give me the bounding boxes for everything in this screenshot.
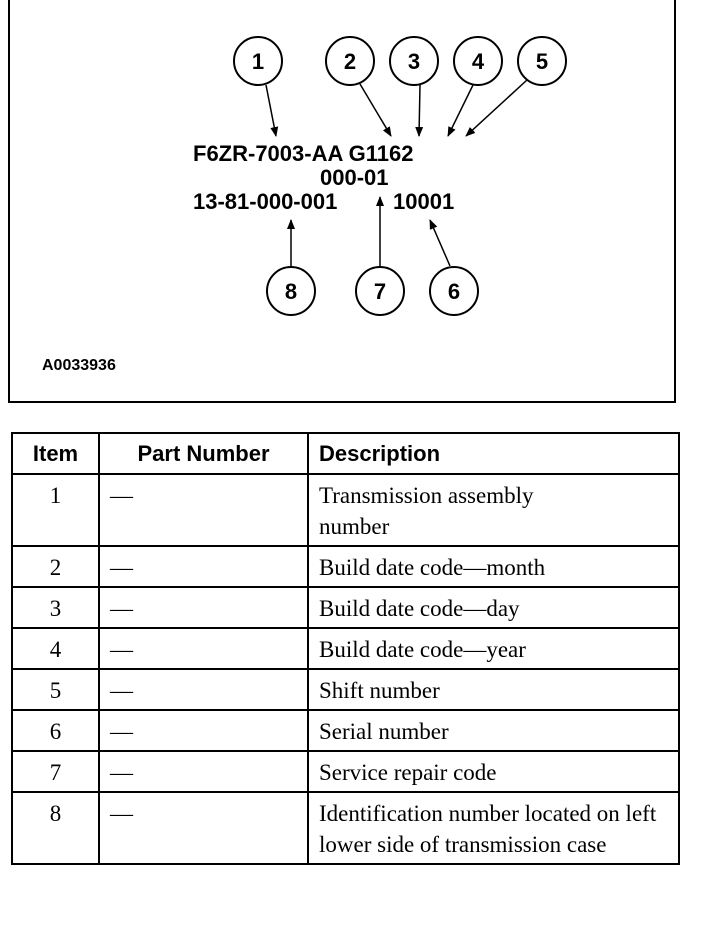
row-part-number: — xyxy=(99,474,308,546)
row-item: 8 xyxy=(12,792,99,864)
code-line-serial: 10001 xyxy=(393,189,455,214)
row-item: 7 xyxy=(12,751,99,792)
header-part-number: Part Number xyxy=(99,433,308,474)
callout-6-label: 6 xyxy=(447,279,461,304)
leader-arrow-6 xyxy=(430,220,450,266)
row-part-number: — xyxy=(99,751,308,792)
code-line-identification: 13-81-000-001 xyxy=(193,189,338,214)
row-description: Identification number located on left lower side of transmission case xyxy=(308,792,679,864)
table-header-row xyxy=(12,433,679,474)
callout-1 xyxy=(234,37,282,85)
table-row xyxy=(12,669,679,710)
row-description: Build date code—day xyxy=(308,587,679,628)
row-part-number: — xyxy=(99,710,308,751)
table-row xyxy=(12,474,679,546)
callout-7-label: 7 xyxy=(373,279,387,304)
leader-arrow-4 xyxy=(448,85,473,136)
row-part-number: — xyxy=(99,628,308,669)
figure-id: A0033936 xyxy=(42,357,116,374)
row-part-number: — xyxy=(99,587,308,628)
callout-4 xyxy=(454,37,502,85)
row-part-number: — xyxy=(99,546,308,587)
code-line-shift: 000-01 xyxy=(320,165,389,190)
table-row xyxy=(12,628,679,669)
table-row xyxy=(12,792,679,864)
callout-6 xyxy=(430,267,478,315)
callout-4-label: 4 xyxy=(471,49,485,74)
callout-7 xyxy=(356,267,404,315)
row-description: Build date code—year xyxy=(308,628,679,669)
callout-2-label: 2 xyxy=(343,49,357,74)
row-description: Build date code—month xyxy=(308,546,679,587)
row-item: 5 xyxy=(12,669,99,710)
row-item: 3 xyxy=(12,587,99,628)
row-item: 6 xyxy=(12,710,99,751)
table-row xyxy=(12,710,679,751)
row-description: Service repair code xyxy=(308,751,679,792)
callout-3-label: 3 xyxy=(407,49,421,74)
table-row xyxy=(12,546,679,587)
row-description: Serial number xyxy=(308,710,679,751)
row-item: 2 xyxy=(12,546,99,587)
table-row xyxy=(12,587,679,628)
leader-arrow-2 xyxy=(360,84,391,136)
parts-table xyxy=(11,432,680,865)
header-description: Description xyxy=(308,433,679,474)
row-description: Shift number xyxy=(308,669,679,710)
row-item: 1 xyxy=(12,474,99,546)
row-description: Transmission assembly number xyxy=(308,474,679,546)
leader-arrow-1 xyxy=(266,85,276,136)
leader-arrow-5 xyxy=(466,80,527,136)
row-part-number: — xyxy=(99,792,308,864)
callout-1-label: 1 xyxy=(251,49,265,74)
callout-diagram xyxy=(10,0,678,405)
header-item: Item xyxy=(12,433,99,474)
figure-illustration xyxy=(8,0,676,403)
code-line-part-and-date: F6ZR-7003-AA G1162 xyxy=(193,141,414,166)
callout-3 xyxy=(390,37,438,85)
row-item: 4 xyxy=(12,628,99,669)
callout-2 xyxy=(326,37,374,85)
table-row xyxy=(12,751,679,792)
callout-5-label: 5 xyxy=(535,49,549,74)
row-part-number: — xyxy=(99,669,308,710)
callout-8 xyxy=(267,267,315,315)
leader-arrow-3 xyxy=(419,85,420,136)
callout-5 xyxy=(518,37,566,85)
callout-8-label: 8 xyxy=(284,279,298,304)
